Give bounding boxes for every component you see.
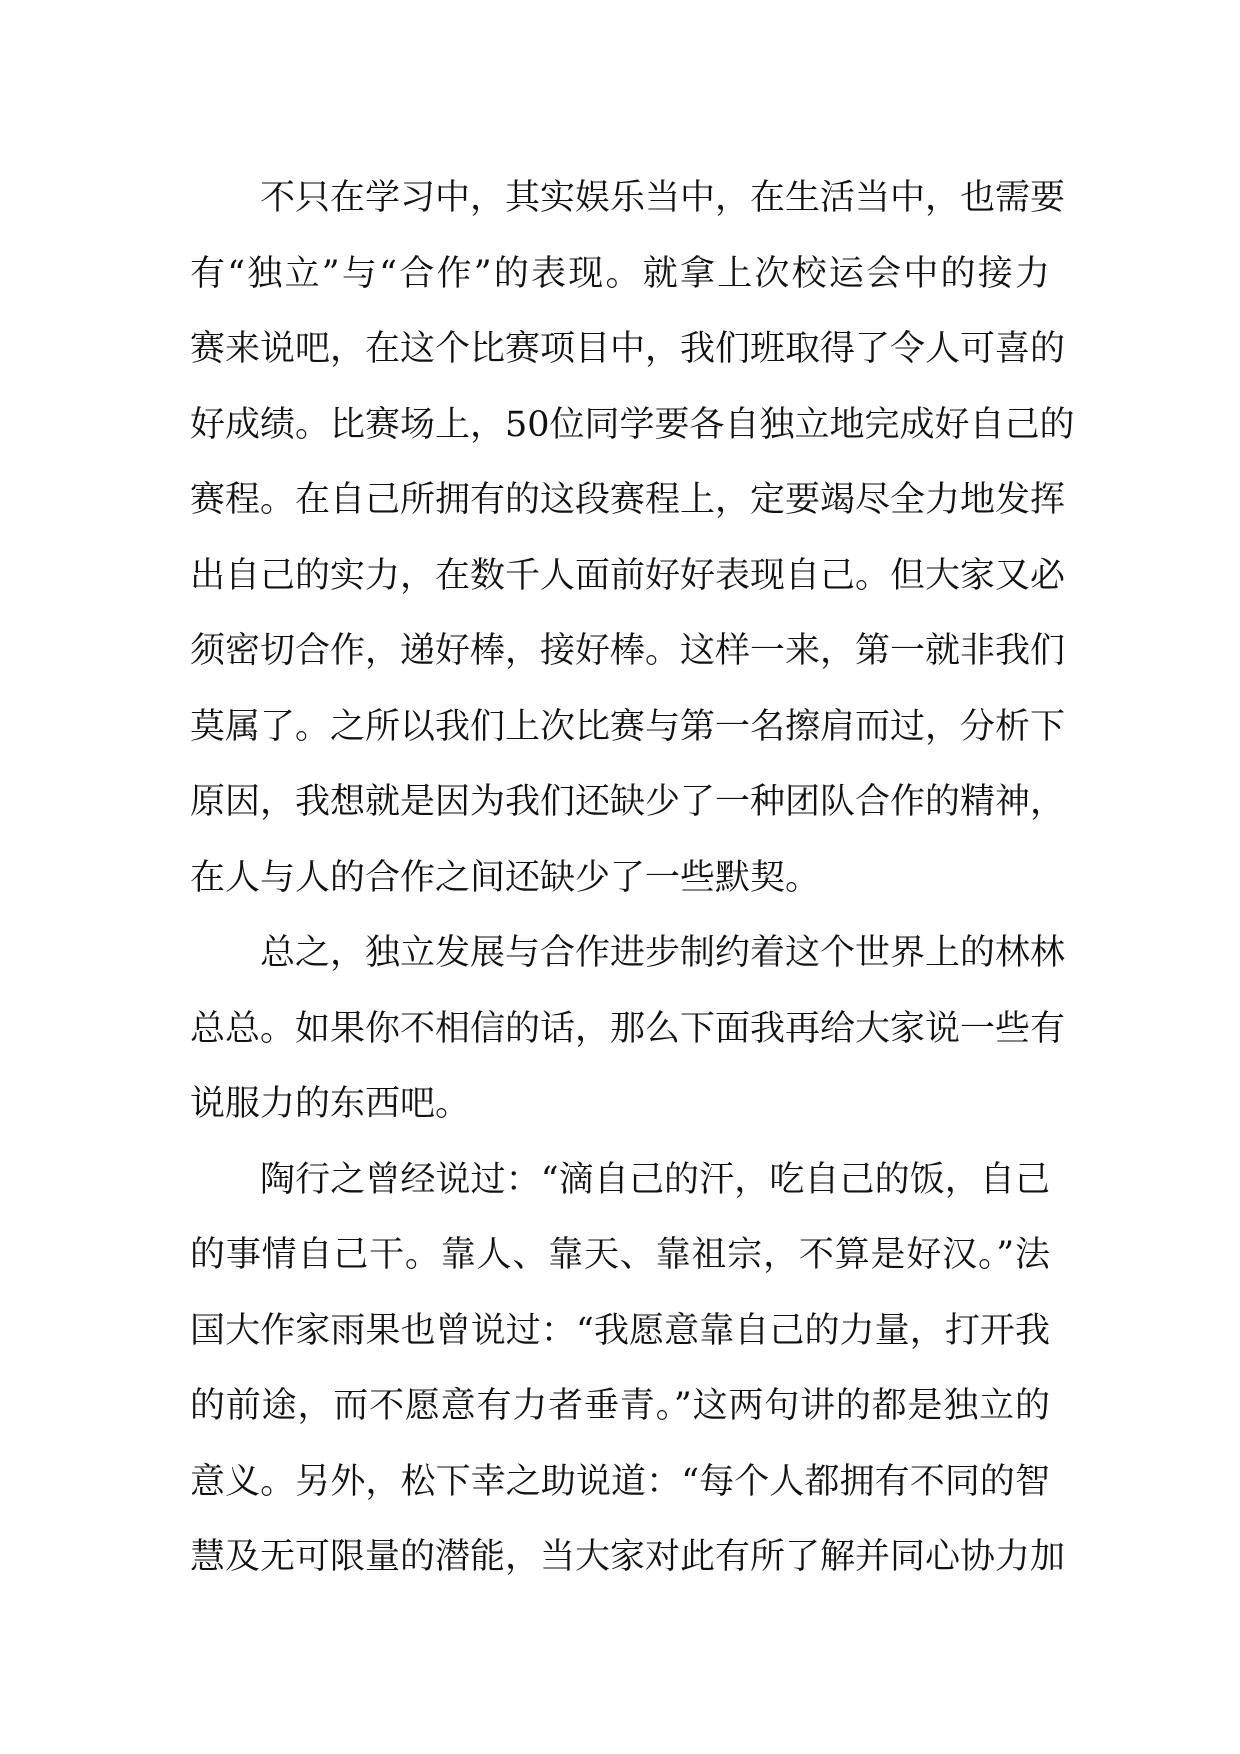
text-line: 好成绩。比赛场上，50位同学要各自独立地完成好自己的: [190, 404, 1075, 445]
text-line: 总之，独立发展与合作进步制约着这个世界上的林林: [260, 933, 1066, 973]
text-line: 意义。另外，松下幸之助说道：“每个人都拥有不同的智: [190, 1461, 1050, 1502]
text-line: 须密切合作，递好棒，接好棒。这样一来，第一就非我们: [190, 631, 1066, 671]
text-line: 国大作家雨果也曾说过：“我愿意靠自己的力量，打开我: [190, 1310, 1050, 1351]
text-line: 总总。如果你不相信的话，那么下面我再给大家说一些有: [190, 1008, 1066, 1049]
text-line: 莫属了。之所以我们上次比赛与第一名擦肩而过，分析下: [190, 706, 1066, 747]
text-line: 原因，我想就是因为我们还缺少了一种团队合作的精神，: [190, 782, 1066, 822]
text-line: 说服力的东西吧。: [190, 1084, 471, 1124]
text-line: 有“独立”与“合作”的表现。就拿上次校运会中的接力: [190, 253, 1050, 294]
paragraph-relay-race: [190, 168, 1075, 923]
text-line: 赛来说吧，在这个比赛项目中，我们班取得了令人可喜的: [190, 329, 1066, 369]
text-line: 的前途，而不愿意有力者垂青。”这两句讲的都是独立的: [190, 1386, 1050, 1426]
text-line: 不只在学习中，其实娱乐当中，在生活当中，也需要: [260, 178, 1066, 218]
document-body: [190, 168, 1075, 1603]
text-line: 赛程。在自己所拥有的这段赛程上，定要竭尽全力地发挥: [190, 480, 1066, 520]
text-line: 的事情自己干。靠人、靠天、靠祖宗，不算是好汉。”法: [190, 1235, 1050, 1275]
text-line: 陶行之曾经说过：“滴自己的汗，吃自己的饭，自己: [260, 1159, 1050, 1200]
paragraph-quotes: [190, 1150, 1066, 1603]
text-line: 慧及无可限量的潜能，当大家对此有所了解并同心协力加: [190, 1537, 1066, 1577]
paragraph-summary: [190, 923, 1066, 1150]
text-line: 出自己的实力，在数千人面前好好表现自己。但大家又必: [190, 555, 1066, 596]
text-line: 在人与人的合作之间还缺少了一些默契。: [190, 857, 821, 898]
